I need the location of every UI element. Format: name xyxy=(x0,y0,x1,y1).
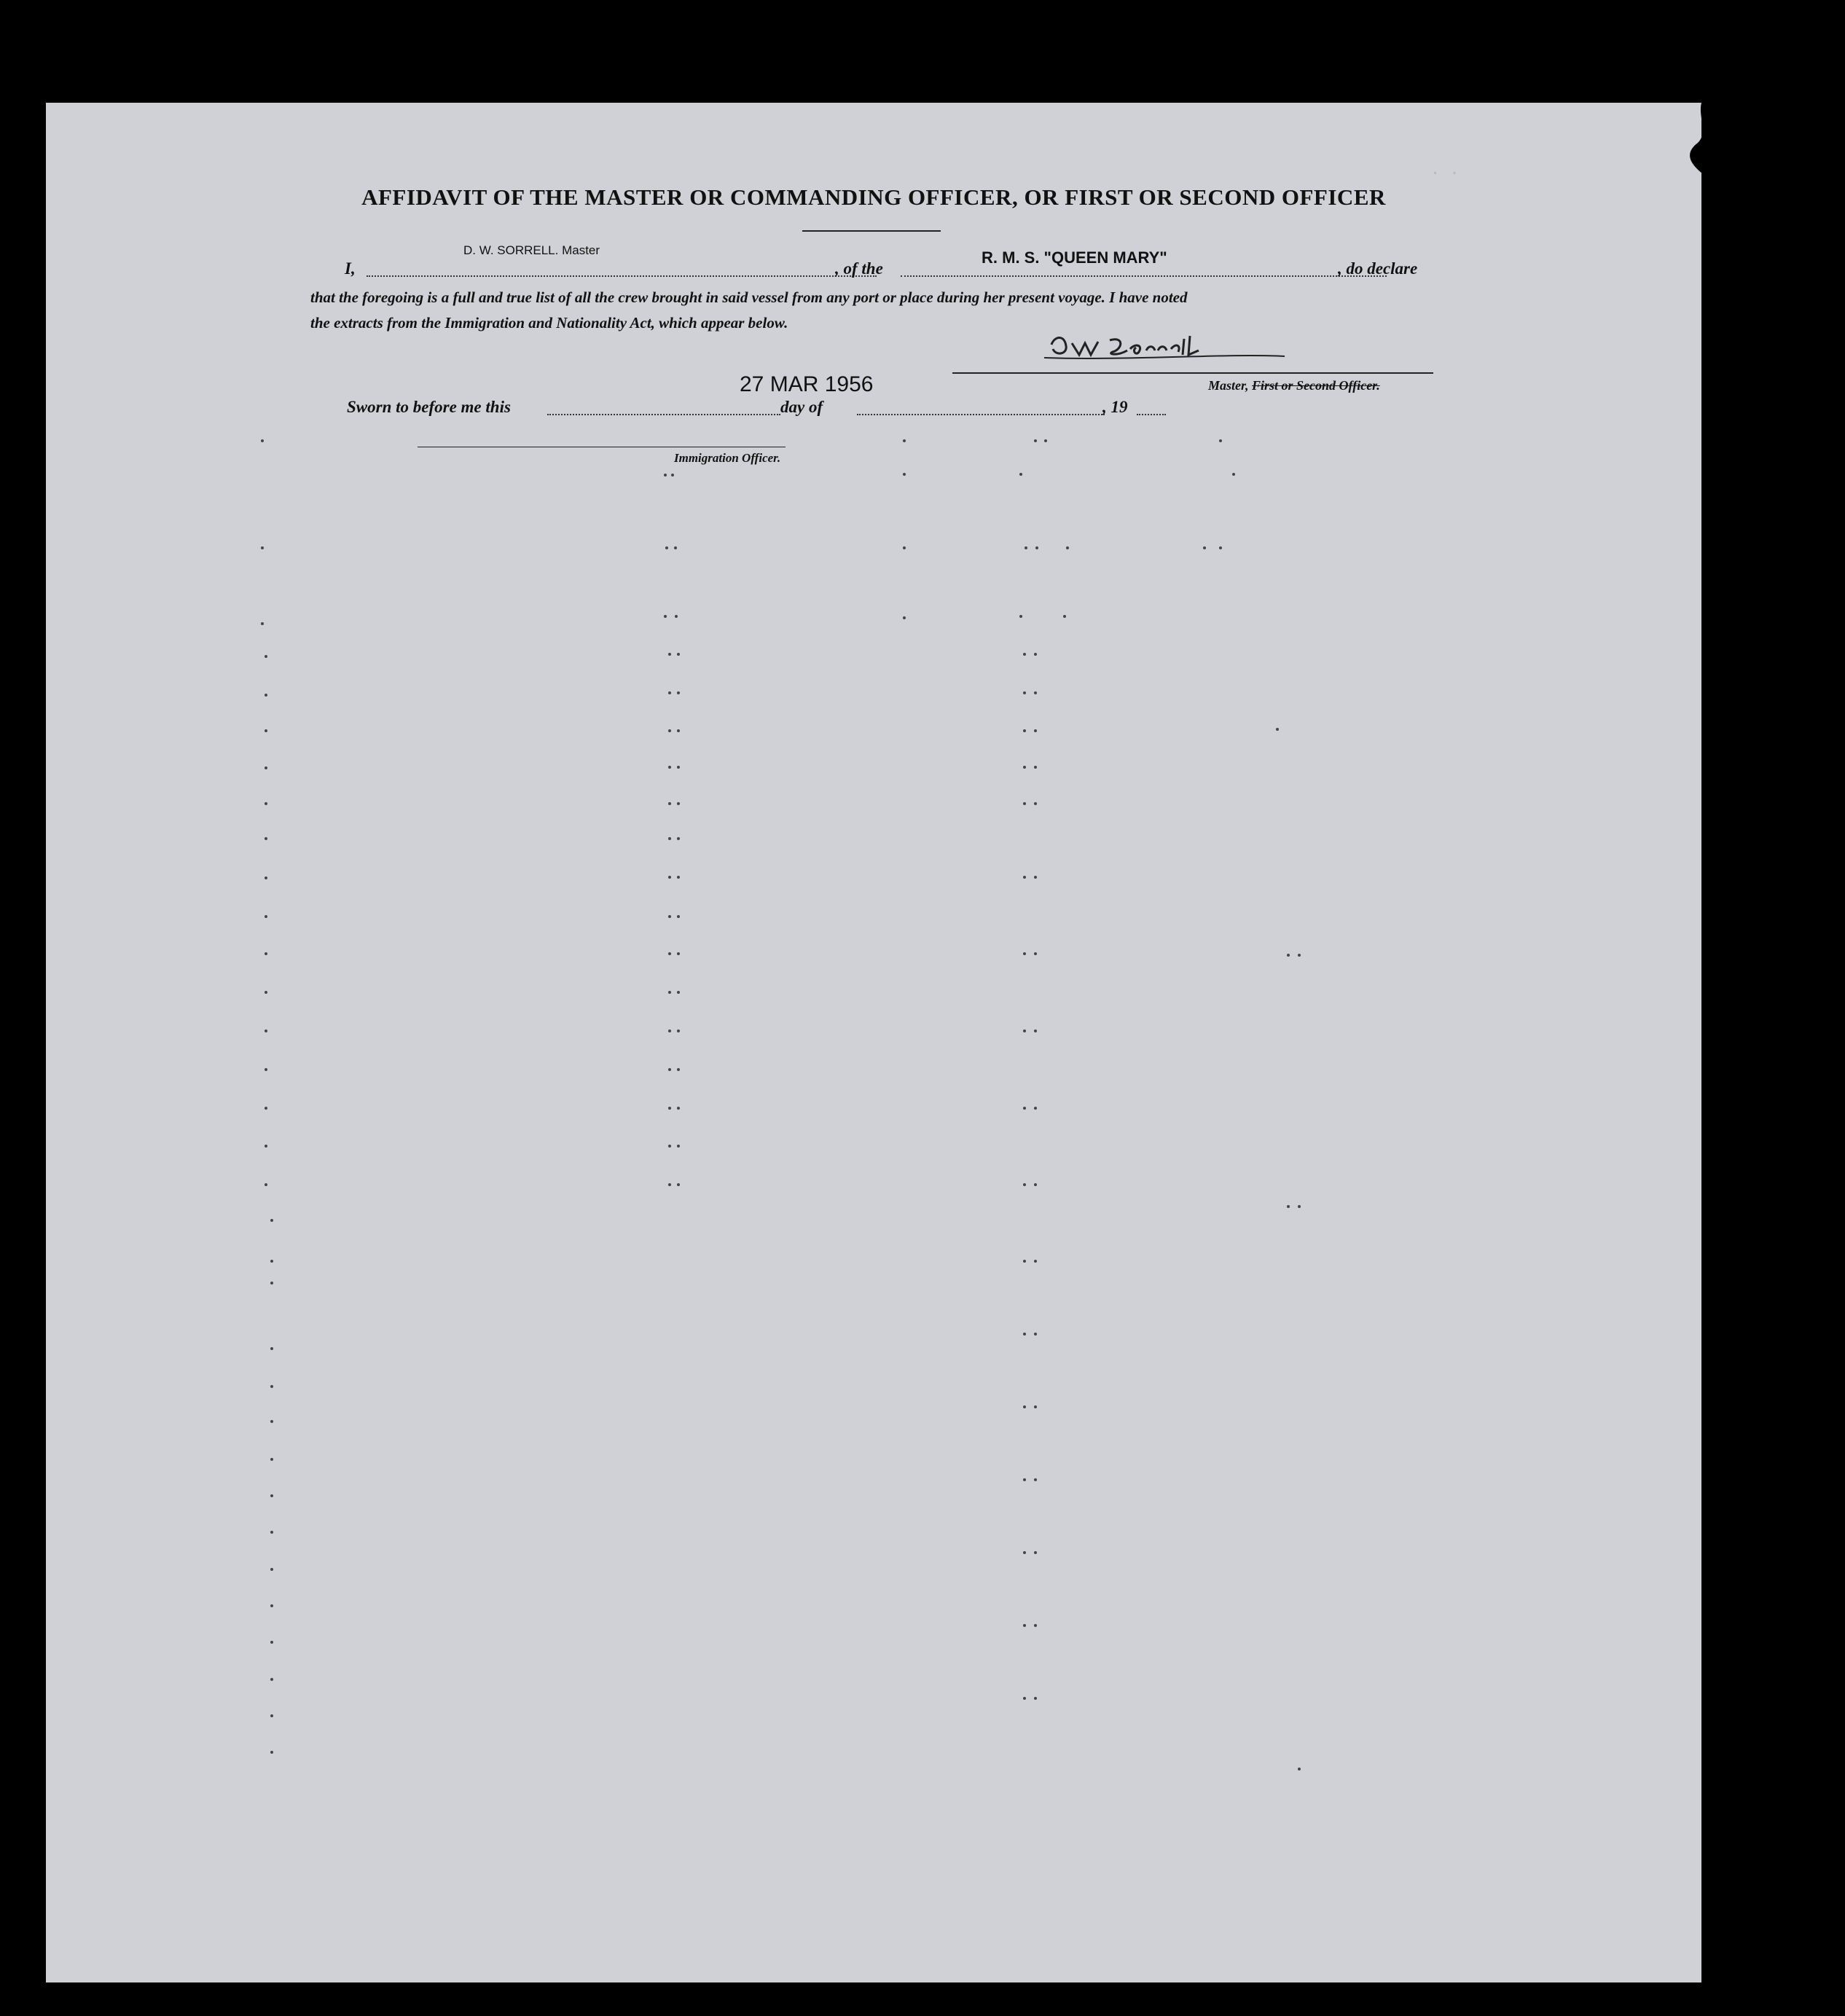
do-declare-text: , do declare xyxy=(1338,259,1418,278)
date-stamp: 27 MAR 1956 xyxy=(740,372,874,396)
of-the-text: , of the xyxy=(835,259,883,278)
punch-hole xyxy=(1733,361,1765,393)
declaration-line-3: the extracts from the Immigration and Nationality Act, which appear below. xyxy=(310,314,788,332)
affidavit-title: AFFIDAVIT OF THE MASTER OR COMMANDING OFFICER, OR FIRST OR SECOND OFFICER xyxy=(361,184,1386,210)
punch-hole xyxy=(1733,654,1765,686)
sworn-text: Sworn to before me this xyxy=(347,398,511,416)
punch-hole xyxy=(1733,260,1765,292)
struck-officer-label: First or Second Officer. xyxy=(1252,378,1380,393)
document-page xyxy=(46,103,1701,1982)
master-label: Master, xyxy=(1208,378,1249,393)
punch-hole xyxy=(1733,1311,1765,1344)
immigration-officer-label: Immigration Officer. xyxy=(674,451,781,465)
bleed-through-text: . . xyxy=(1430,161,1460,179)
punch-hole xyxy=(1733,754,1765,786)
punch-hole xyxy=(1733,1412,1765,1444)
master-name-typed: D. W. SORRELL. Master xyxy=(463,243,600,257)
year-prefix: , 19 xyxy=(1102,398,1128,416)
punch-hole xyxy=(1733,1801,1765,1833)
column-dot-marks xyxy=(46,103,1701,1982)
torn-corner xyxy=(1640,103,1734,292)
declaration-line-2: that the foregoing is a full and true list of all the crew brought in said vessel from any port or place during her present voyage. I have noted xyxy=(310,289,1188,306)
punch-hole xyxy=(1733,1701,1765,1733)
vessel-name: R. M. S. "QUEEN MARY" xyxy=(982,248,1167,267)
declaration-prefix: I, xyxy=(345,259,356,278)
day-of-text: day of xyxy=(780,398,823,416)
